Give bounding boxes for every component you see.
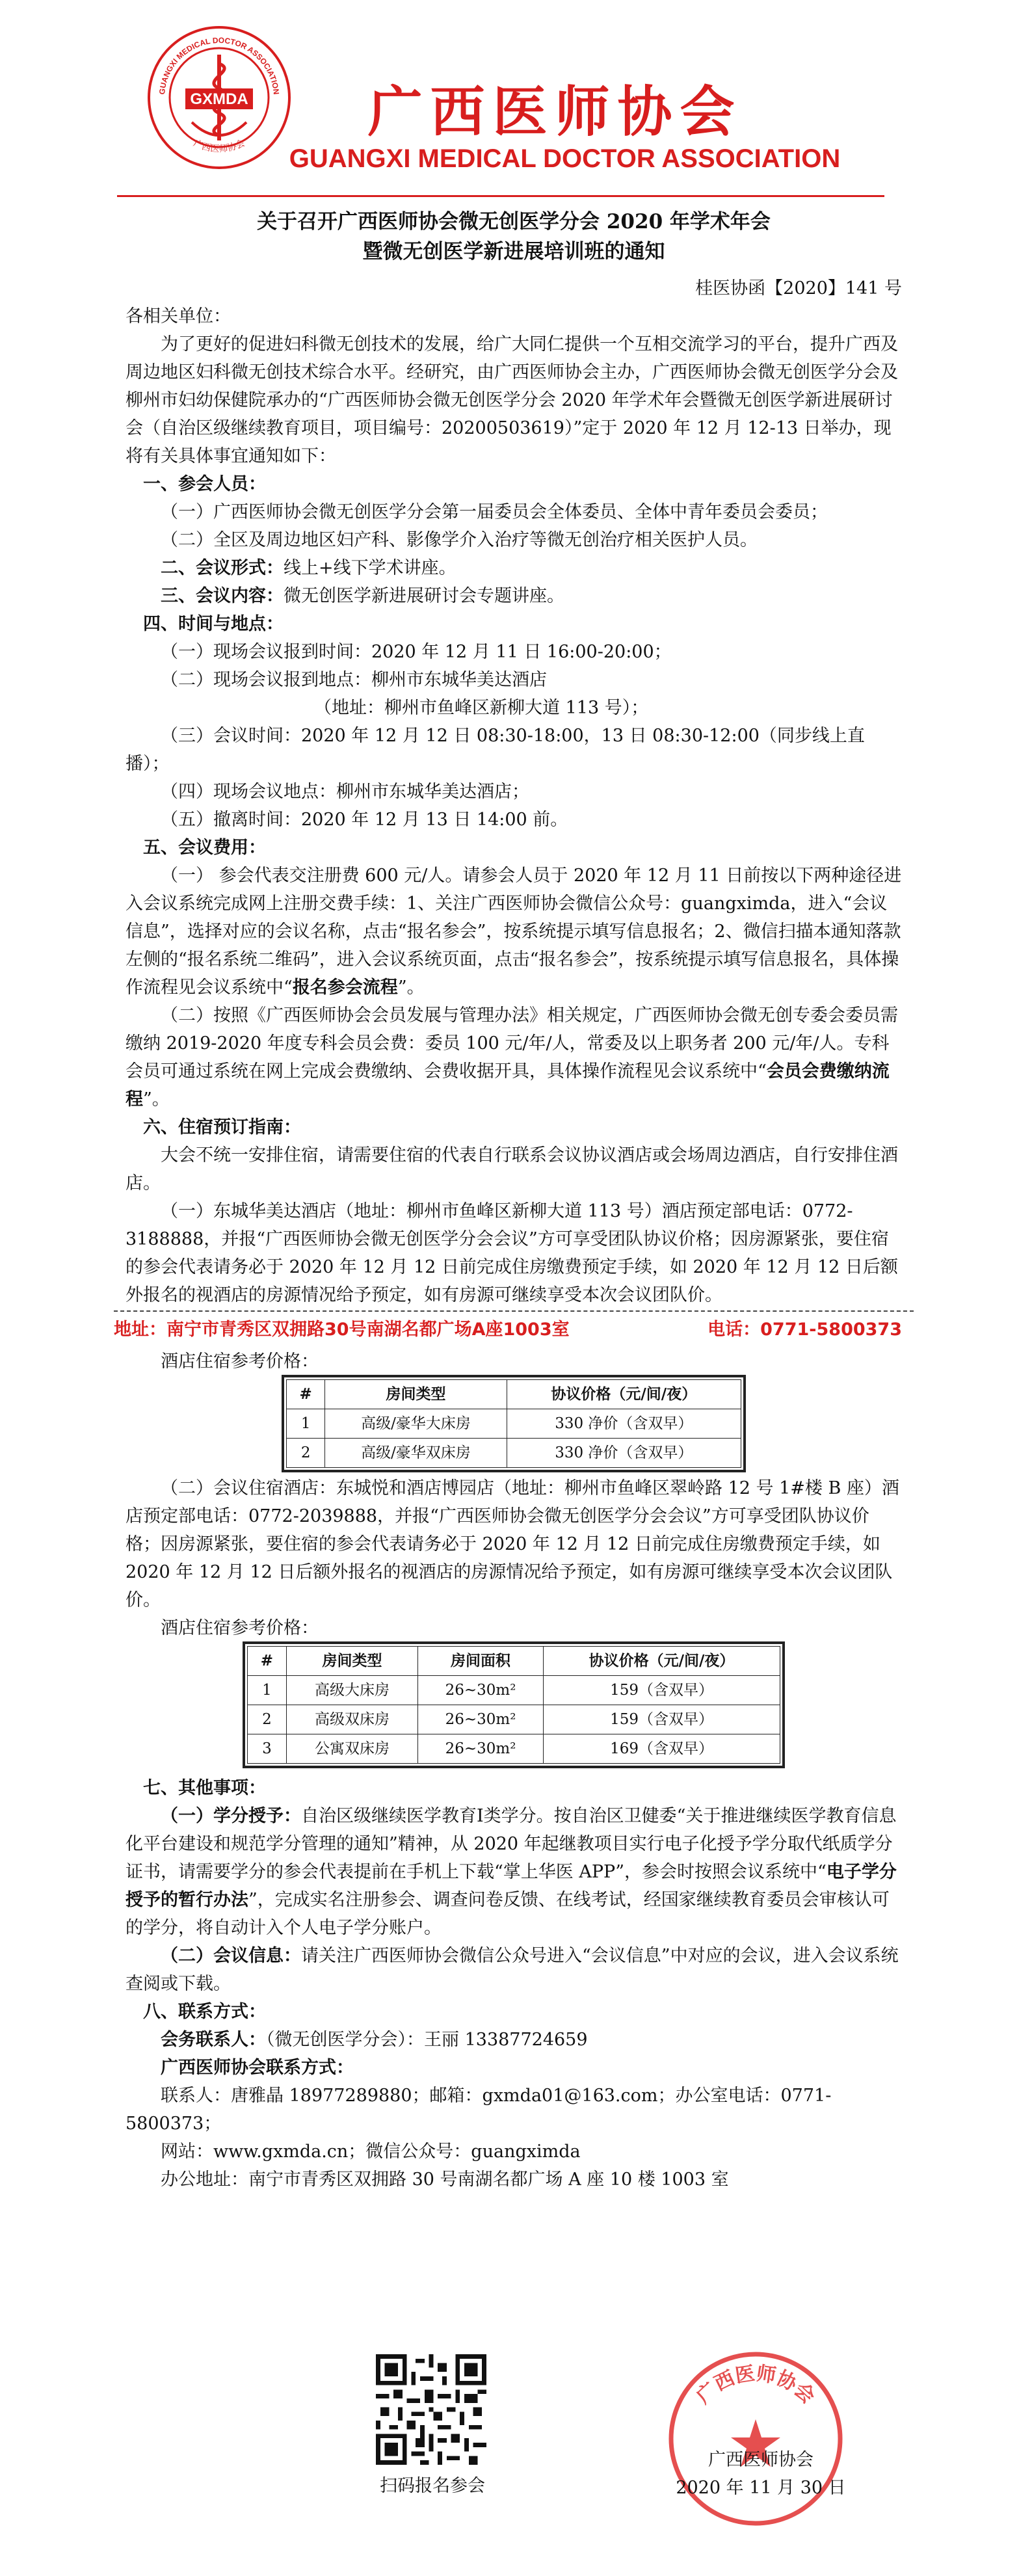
salutation: 各相关单位：: [126, 306, 231, 326]
section-2-title: 二、会议形式：: [161, 558, 284, 578]
section-8-title: 八、联系方式：: [143, 2002, 266, 2022]
signature-date: 2020 年 11 月 30 日: [676, 2478, 846, 2498]
section-5-paragraph-2: （二）按照《广西医师协会会员发展与管理办法》相关规定，广西医师协会微无创专委会委员需缴纳 2019-2020 年度专科会员会费：委员 100 元/年/人，常委及以上职务者 200 元/年/人。专科会员可通过系统在网上完成会费缴纳、会费收据开具，具体操作流程见会议系统中“会员会费缴纳流程”。: [126, 1005, 898, 1109]
table-row: 3 公寓双床房 26~30m² 169（含双早）: [248, 1734, 780, 1764]
hotel-price-label-2: 酒店住宿参考价格：: [161, 1618, 319, 1638]
section-7-title: 七、其他事项：: [143, 1778, 266, 1798]
registration-qr-code-icon[interactable]: [376, 2354, 486, 2465]
intro-paragraph: 为了更好的促进妇科微无创技术的发展，给广大同仁提供一个互相交流学习的平台，提升广西及周边地区妇科微无创技术综合水平。经研究，由广西医师协会主办，广西医师协会微无创医学分会及柳州市妇幼保健院承办的“广西医师协会微无创医学分会 2020 年学术年会暨微无创医学新进展研讨会（自治区级继续教育项目，项目编号：20200503619）”定于 2020 年 12 月 12-13 日举办，现将有关具体事宜通知如下：: [126, 334, 898, 466]
section-2-text: 线上+线下学术讲座。: [284, 558, 456, 578]
red-contact-strip: [114, 1312, 902, 1348]
membership-fee-flow-label: 会员会费缴纳流程: [126, 1061, 890, 1109]
logo-abbr: GXMDA: [190, 90, 248, 108]
section-4-title: 四、时间与地点：: [143, 614, 284, 634]
logo-text-top: GUANGXI MEDICAL DOCTOR ASSOCIATION: [157, 35, 281, 95]
table-row: 1 高级/豪华大床房 330 净价（含双早）: [287, 1409, 741, 1439]
contact-line-3: 网站：www.gxmda.cn；微信公众号：guangximda: [161, 2142, 581, 2162]
table-row: 2 高级双床房 26~30m² 159（含双早）: [248, 1705, 780, 1734]
section-4-item-5: （五）撤离时间：2020 年 12 月 13 日 14:00 前。: [161, 810, 568, 830]
organization-name-en: GUANGXI MEDICAL DOCTOR ASSOCIATION: [289, 144, 841, 173]
contact-line-1: 会务联系人：（微无创医学分会）：王丽 13387724659: [161, 2030, 588, 2050]
registration-flow-label: 报名参会流程: [292, 977, 398, 998]
contact-line-4: 办公地址：南宁市青秀区双拥路 30 号南湖名都广场 A 座 10 楼 1003 室: [161, 2170, 729, 2190]
section-7-paragraph-2: （二）会议信息：请关注广西医师协会微信公众号进入“会议信息”中对应的会议，进入会议系统查阅或下载。: [126, 1946, 899, 1994]
table-header: #: [287, 1380, 325, 1409]
table-header: 协议价格（元/间/夜）: [544, 1647, 780, 1676]
notice-body: [114, 207, 902, 2194]
section-4-item-4: （四）现场会议地点：柳州市东城华美达酒店；: [161, 782, 529, 802]
section-5-paragraph-1: （一） 参会代表交注册费 600 元/人。请参会人员于 2020 年 12 月 11 日前按以下两种途径进入会议系统完成网上注册交费手续：1、关注广西医师协会微信公众号：guangximda，进入“会议信息”，选择对应的会议名称，点击“报名参会”，按系统提示填写信息报名；2、微信扫描本通知落款左侧的“报名系统二维码”，进入会议系统页面，点击“报名参会”，按系统提示填写信息报名，具体操作流程见会议系统中“报名参会流程”。: [126, 866, 902, 998]
notice-title-line1: 关于召开广西医师协会微无创医学分会 2020 年学术年会: [257, 210, 771, 233]
section-7-paragraph-1: （一）学分授予：自治区级继续医学教育Ⅰ类学分。按自治区卫健委“关于推进继续医学教育信息化平台建设和规范学分管理的通知”精神，从 2020 年起继教项目实行电子化授予学分取代纸质学分证书，请需要学分的参会代表提前在手机上下载“掌上华医 APP”，参会时按照会议系统中“电子学分授予的暂行办法”，完成实名注册参会、调查问卷反馈、在线考试，经国家继续教育委员会审核认可的学分，将自动计入个人电子学分账户。: [126, 1806, 897, 1938]
header-divider: [117, 195, 884, 197]
notice-title-line2: 暨微无创医学新进展培训班的通知: [362, 240, 665, 263]
hotel-price-table-2: [247, 1646, 780, 1764]
seal-text: 广西医师协会: [692, 2362, 819, 2409]
red-phone: 电话：0771-5800373: [708, 1320, 902, 1340]
section-4-item-2-address: （地址：柳州市鱼峰区新柳大道 113 号）；: [314, 698, 649, 718]
qr-caption: 扫码报名参会: [380, 2476, 485, 2496]
section-1-title: 一、参会人员：: [143, 474, 266, 494]
official-seal-icon: [665, 2348, 847, 2530]
section-4-item-2: （二）现场会议报到地点：柳州市东城华美达酒店: [161, 670, 547, 690]
organization-name-cn: 广西医师协会: [367, 80, 743, 144]
letterhead: [0, 0, 1032, 195]
hotel-price-table-1: [286, 1379, 741, 1468]
section-6-paragraph-3: （二）会议住宿酒店：东城悦和酒店博园店（地址：柳州市鱼峰区翠岭路 12 号 1#楼 B 座）酒店预定部电话：0772-2039888，并报“广西医师协会微无创医学分会会议”方可享受团队协议价格；因房源紧张，要住宿的参会代表请务必于 2020 年 12 月 12 日前完成住房缴费预定手续，如 2020 年 12 月 12 日后额外报名的视酒店的房源情况给予预定，如有房源可继续享受本次会议团队价。: [126, 1478, 899, 1610]
section-6-title: 六、住宿预订指南：: [143, 1117, 301, 1137]
table-row: 1 高级大床房 26~30m² 159（含双早）: [248, 1676, 780, 1705]
section-3-title: 三、会议内容：: [161, 586, 284, 606]
section-1-item-2: （二）全区及周边地区妇产科、影像学介入治疗等微无创治疗相关医护人员。: [161, 530, 758, 550]
table-header: 协议价格（元/间/夜）: [507, 1380, 741, 1409]
table-row: 2 高级/豪华双床房 330 净价（含双早）: [287, 1439, 741, 1468]
section-6-paragraph-2: （一）东城华美达酒店（地址：柳州市鱼峰区新柳大道 113 号）酒店预定部电话：0772-3188888，并报“广西医师协会微无创医学分会会议”方可享受团队协议价格；因房源紧张，要住宿的参会代表请务必于 2020 年 12 月 12 日前完成住房缴费预定手续，如 2020 年 12 月 12 日后额外报名的视酒店的房源情况给予预定，如有房源可继续享受本次会议团队价。: [126, 1201, 898, 1305]
section-3-text: 微无创医学新进展研讨会专题讲座。: [284, 586, 564, 606]
table-header: #: [248, 1647, 287, 1676]
contact-section-title: 广西医师协会联系方式：: [161, 2058, 354, 2078]
document-number: 桂医协函【2020】141 号: [695, 278, 902, 299]
section-4-item-3: （三）会议时间：2020 年 12 月 12 日 08:30-18:00，13 日 08:30-12:00（同步线上直播）；: [126, 726, 865, 774]
credit-rule-label: 电子学分授予的暂行办法: [126, 1862, 897, 1910]
signature-organization: 广西医师协会: [708, 2450, 814, 2470]
section-4-item-1: （一）现场会议报到时间：2020 年 12 月 11 日 16:00-20:00；: [161, 642, 672, 662]
red-address: 地址：南宁市青秀区双拥路30号南湖名都广场A座1003室: [114, 1320, 570, 1340]
hotel-price-label-1: 酒店住宿参考价格：: [161, 1351, 319, 1372]
logo-text-bottom: 广西医师协会: [191, 138, 247, 155]
section-6-paragraph-1: 大会不统一安排住宿，请需要住宿的代表自行联系会议协议酒店或会场周边酒店，自行安排住酒店。: [126, 1145, 898, 1193]
section-5-title: 五、会议费用：: [143, 838, 266, 858]
table-header: 房间面积: [418, 1647, 544, 1676]
table-header: 房间类型: [286, 1647, 417, 1676]
section-1-item-1: （一）广西医师协会微无创医学分会第一届委员会全体委员、全体中青年委员会委员；: [161, 502, 828, 522]
contact-line-2: 联系人：唐雅晶 18977289880；邮箱：gxmda01@163.com；办公室电话：0771-5800373；: [126, 2086, 832, 2134]
table-header: 房间类型: [325, 1380, 507, 1409]
